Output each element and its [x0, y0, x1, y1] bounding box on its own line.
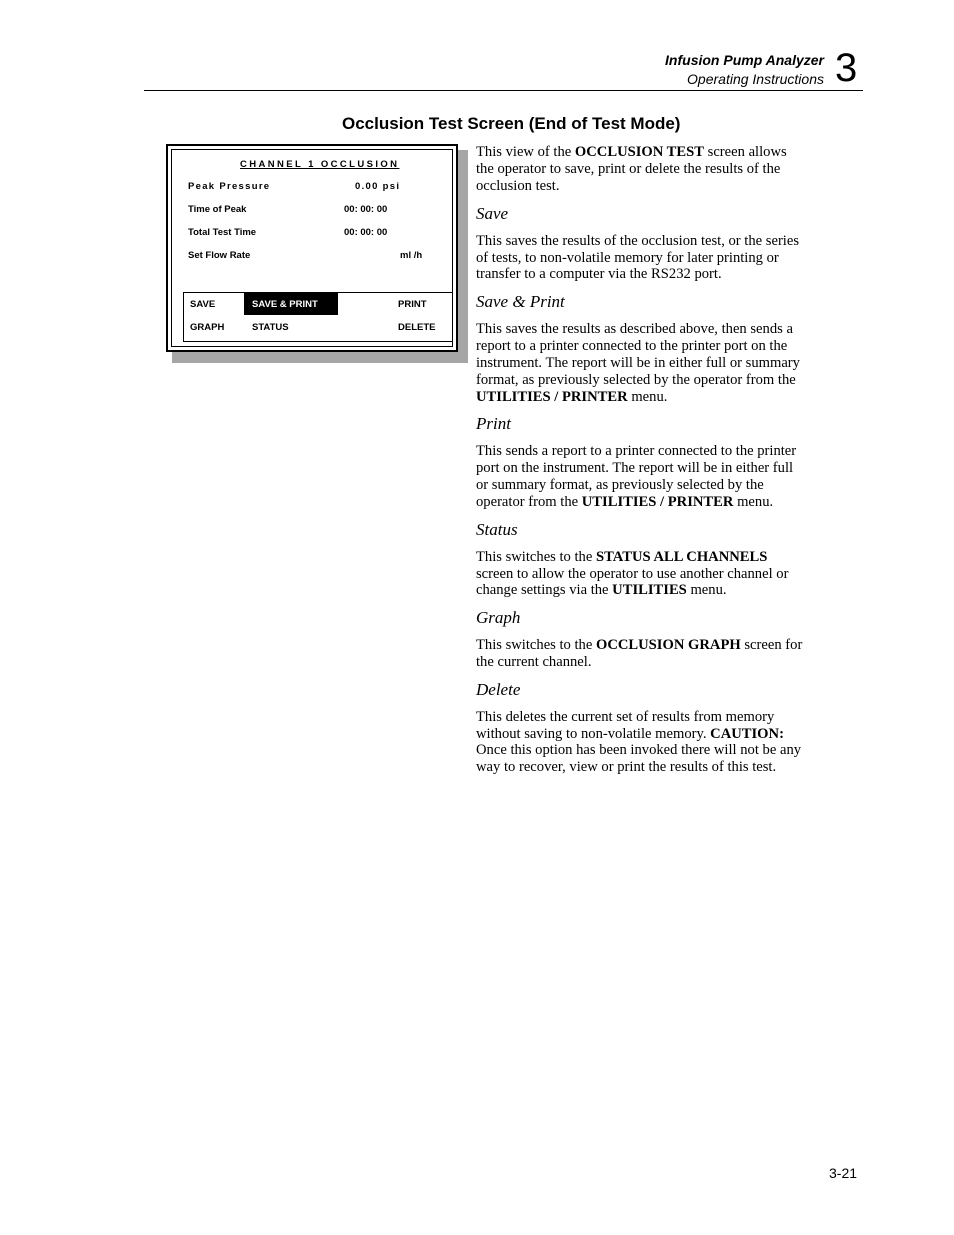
header-subtitle: Operating Instructions — [687, 71, 824, 87]
print-heading: Print — [476, 414, 511, 433]
status-line-2: screen to allow the operator to use another channel or — [476, 566, 789, 582]
print-line-2: port on the instrument. The report will be in either full — [476, 460, 794, 476]
header-title: Infusion Pump Analyzer — [665, 52, 824, 68]
save-print-softkey[interactable]: SAVE & PRINT — [252, 299, 318, 310]
peak-pressure-value: 0.00 psi — [355, 181, 401, 192]
status-line-1: This switches to the STATUS ALL CHANNELS — [476, 549, 768, 565]
peak-pressure-label: Peak Pressure — [188, 181, 271, 192]
screen-inner-frame — [171, 149, 453, 347]
status-softkey[interactable]: STATUS — [252, 322, 289, 333]
occlusion-test-screen — [166, 144, 458, 352]
page-number: 3-21 — [829, 1165, 858, 1181]
intro-line-1: This view of the OCCLUSION TEST screen allows — [476, 144, 787, 160]
section-title: Occlusion Test Screen (End of Test Mode) — [342, 114, 681, 133]
save-line-3: transfer to a computer via the RS232 port. — [476, 266, 722, 282]
delete-heading: Delete — [476, 680, 521, 699]
graph-line-1: This switches to the OCCLUSION GRAPH screen for — [476, 637, 803, 653]
set-flow-rate-value: ml /h — [400, 250, 423, 261]
save-print-line-1: This saves the results as described above, then sends a — [476, 321, 793, 337]
intro-line-2: the operator to save, print or delete the results of the — [476, 161, 781, 177]
save-print-line-3: instrument. The report will be in either full or summary — [476, 355, 800, 371]
graph-softkey[interactable]: GRAPH — [190, 322, 225, 333]
save-softkey[interactable]: SAVE — [190, 299, 216, 310]
status-heading: Status — [476, 520, 518, 539]
print-line-1: This sends a report to a printer connected to the printer — [476, 443, 797, 459]
save-line-2: of tests, to non-volatile memory for later printing or — [476, 250, 779, 266]
screen-menu — [183, 292, 453, 342]
chapter-number: 3 — [835, 46, 858, 90]
save-print-line-4: format, as previously selected by the operator from the — [476, 372, 796, 388]
print-softkey[interactable]: PRINT — [398, 299, 427, 310]
channel-title: CHANNEL 1 OCCLUSION — [240, 159, 400, 170]
total-test-time-value: 00: 00: 00 — [344, 227, 388, 238]
status-line-3: change settings via the UTILITIES menu. — [476, 582, 727, 598]
save-print-line-5: UTILITIES / PRINTER menu. — [476, 389, 668, 405]
save-heading: Save — [476, 204, 509, 223]
save-line-1: This saves the results of the occlusion test, or the series — [476, 233, 800, 249]
delete-line-2: without saving to non-volatile memory. CAUTION: — [476, 726, 784, 742]
print-line-3: or summary format, as previously selected by the — [476, 477, 764, 493]
header-rule — [144, 90, 863, 91]
save-print-line-2: report to a printer connected to the printer port on the — [476, 338, 788, 354]
save-print-heading: Save & Print — [476, 292, 565, 311]
time-of-peak-value: 00: 00: 00 — [344, 204, 388, 215]
delete-line-3: Once this option has been invoked there will not be any — [476, 742, 802, 758]
graph-line-2: the current channel. — [476, 654, 592, 670]
total-test-time-label: Total Test Time — [188, 227, 257, 238]
print-line-4: operator from the UTILITIES / PRINTER menu. — [476, 494, 774, 510]
time-of-peak-label: Time of Peak — [188, 204, 247, 215]
delete-softkey[interactable]: DELETE — [398, 322, 436, 333]
intro-line-3: occlusion test. — [476, 178, 560, 194]
delete-line-1: This deletes the current set of results from memory — [476, 709, 775, 725]
delete-line-4: way to recover, view or print the results of this test. — [476, 759, 777, 775]
graph-heading: Graph — [476, 608, 521, 627]
set-flow-rate-label: Set Flow Rate — [188, 250, 251, 261]
